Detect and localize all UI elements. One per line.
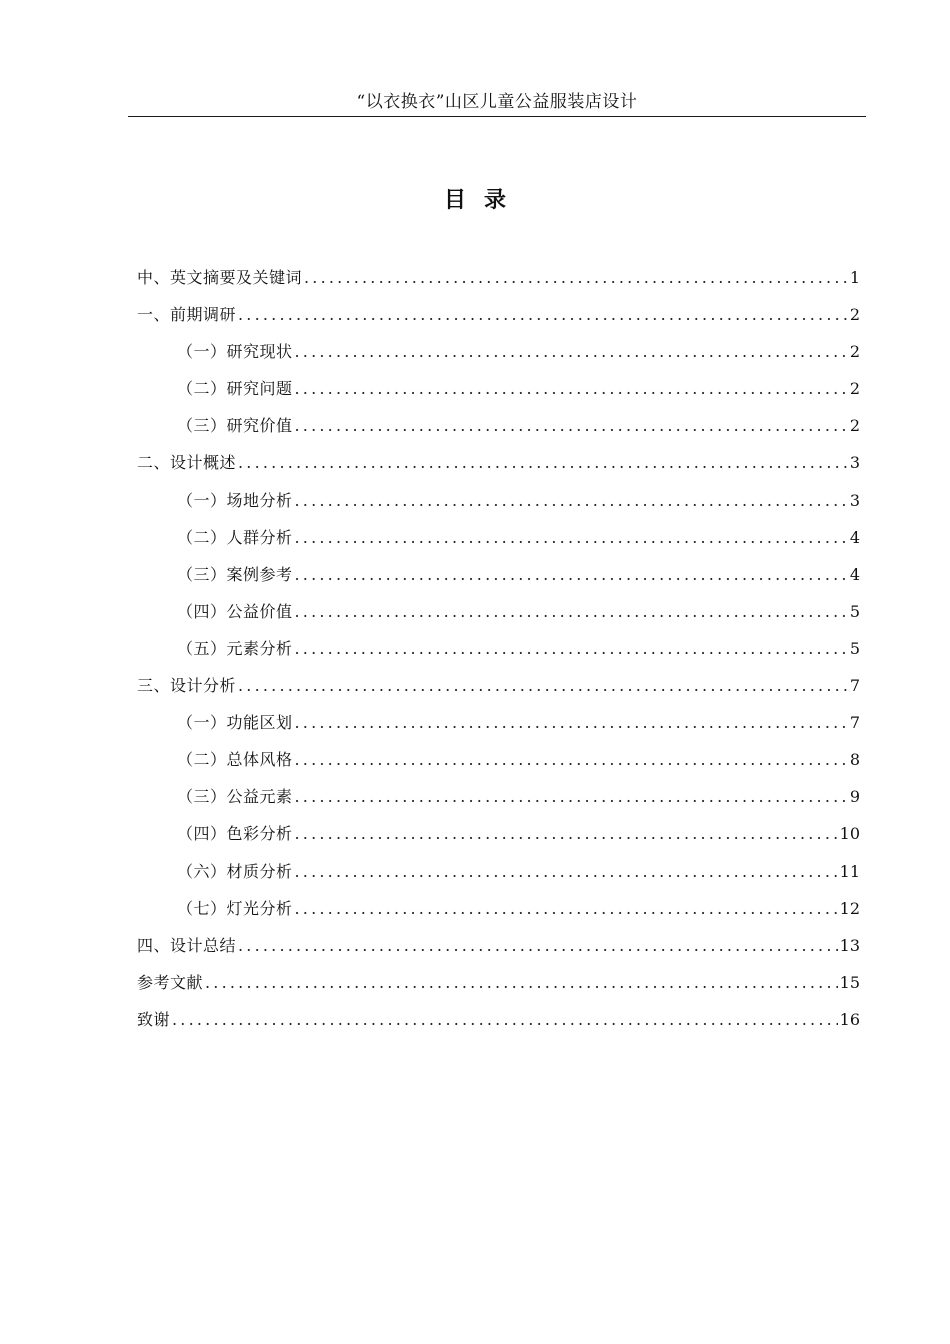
- toc-entry-label: （五）元素分析: [177, 638, 293, 658]
- toc-entry-label: （一）研究现状: [177, 342, 293, 362]
- toc-entry[interactable]: [137, 667, 860, 704]
- toc-entry-label: （四）色彩分析: [177, 824, 293, 844]
- toc-entry-page: 7: [849, 676, 860, 696]
- toc-subentry[interactable]: [137, 853, 860, 890]
- toc-subentry[interactable]: [137, 741, 860, 778]
- toc-leader-dots: [295, 630, 848, 667]
- toc-entry-page: 2: [849, 416, 860, 436]
- toc-entry-page: 1: [849, 268, 860, 287]
- toc-entry-label: 二、设计概述: [137, 453, 237, 473]
- toc-leader-dots: [172, 1001, 838, 1038]
- toc-entry-page: 16: [839, 1009, 860, 1029]
- toc-entry-page: 15: [839, 972, 860, 992]
- toc-entry-page: 5: [849, 638, 860, 658]
- toc-entry-page: 5: [849, 601, 860, 621]
- toc-leader-dots: [295, 407, 848, 444]
- toc-subentry[interactable]: [137, 815, 860, 852]
- toc-subentry[interactable]: [137, 482, 860, 519]
- toc-leader-dots: [295, 815, 838, 852]
- toc-entry[interactable]: [137, 296, 860, 333]
- toc-leader-dots: [295, 741, 848, 778]
- header-title: “以衣换衣”山区儿童公益服装店设计: [356, 92, 638, 112]
- toc-entry-page: 12: [839, 898, 860, 918]
- toc-subentry[interactable]: [137, 890, 860, 927]
- toc-subentry[interactable]: [137, 630, 860, 667]
- toc-entry[interactable]: [137, 927, 860, 964]
- toc-entry-label: 中、英文摘要及关键词: [137, 268, 303, 287]
- toc-entry-label: （四）公益价值: [177, 601, 293, 621]
- toc-entry-label: （二）研究问题: [177, 379, 293, 399]
- toc-leader-dots: [295, 519, 848, 556]
- toc-entry-label: 参考文献: [137, 972, 204, 992]
- toc-entry-label: 三、设计分析: [137, 676, 237, 696]
- toc-entry-page: 4: [849, 564, 860, 584]
- toc-leader-dots: [205, 964, 838, 1001]
- toc-entry[interactable]: [137, 444, 860, 481]
- toc-leader-dots: [295, 482, 848, 519]
- toc-entry-label: （三）案例参考: [177, 564, 293, 584]
- toc-leader-dots: [295, 593, 848, 630]
- toc-leader-dots: [295, 853, 838, 890]
- toc-leader-dots: [238, 927, 838, 964]
- toc-subentry[interactable]: [137, 556, 860, 593]
- toc-leader-dots: [304, 259, 848, 296]
- toc-entry-page: 3: [849, 490, 860, 510]
- toc-entry-page: 7: [849, 713, 860, 733]
- toc-entry-page: 2: [849, 342, 860, 362]
- toc-subentry[interactable]: [137, 370, 860, 407]
- toc-entry-label: 致谢: [137, 1009, 171, 1029]
- toc-entry-page: 11: [839, 861, 860, 881]
- toc-entry-label: （七）灯光分析: [177, 898, 293, 918]
- toc-entry-page: 13: [839, 935, 860, 955]
- toc-title: 目录: [443, 187, 524, 213]
- toc-entry-page: 8: [849, 750, 860, 770]
- page-header: [128, 88, 866, 117]
- toc-leader-dots: [295, 704, 848, 741]
- table-of-contents: [137, 259, 860, 1038]
- toc-leader-dots: [295, 556, 848, 593]
- toc-entry[interactable]: [137, 1001, 860, 1038]
- toc-subentry[interactable]: [137, 519, 860, 556]
- toc-entry-label: （二）总体风格: [177, 750, 293, 770]
- toc-entry-page: 9: [849, 787, 860, 807]
- toc-entry-label: 一、前期调研: [137, 305, 237, 325]
- toc-subentry[interactable]: [137, 407, 860, 444]
- toc-leader-dots: [295, 370, 848, 407]
- toc-entry-label: （三）公益元素: [177, 787, 293, 807]
- toc-entry-page: 3: [849, 453, 860, 473]
- toc-entry-label: （三）研究价值: [177, 416, 293, 436]
- toc-entry-label: （一）功能区划: [177, 713, 293, 733]
- toc-subentry[interactable]: [137, 704, 860, 741]
- toc-leader-dots: [295, 890, 838, 927]
- toc-leader-dots: [295, 333, 848, 370]
- toc-subentry[interactable]: [137, 333, 860, 370]
- toc-leader-dots: [238, 444, 848, 481]
- toc-subentry[interactable]: [137, 593, 860, 630]
- toc-entry-label: （六）材质分析: [177, 861, 293, 881]
- toc-entry[interactable]: [137, 259, 860, 296]
- toc-entry-label: （二）人群分析: [177, 527, 293, 547]
- toc-entry-page: 10: [839, 824, 860, 844]
- toc-entry-page: 2: [849, 379, 860, 399]
- toc-entry-label: （一）场地分析: [177, 490, 293, 510]
- toc-leader-dots: [295, 778, 848, 815]
- toc-leader-dots: [238, 667, 848, 704]
- toc-entry-page: 2: [849, 305, 860, 325]
- toc-subentry[interactable]: [137, 778, 860, 815]
- toc-entry-label: 四、设计总结: [137, 935, 237, 955]
- toc-entry[interactable]: [137, 964, 860, 1001]
- toc-leader-dots: [238, 296, 848, 333]
- toc-entry-page: 4: [849, 527, 860, 547]
